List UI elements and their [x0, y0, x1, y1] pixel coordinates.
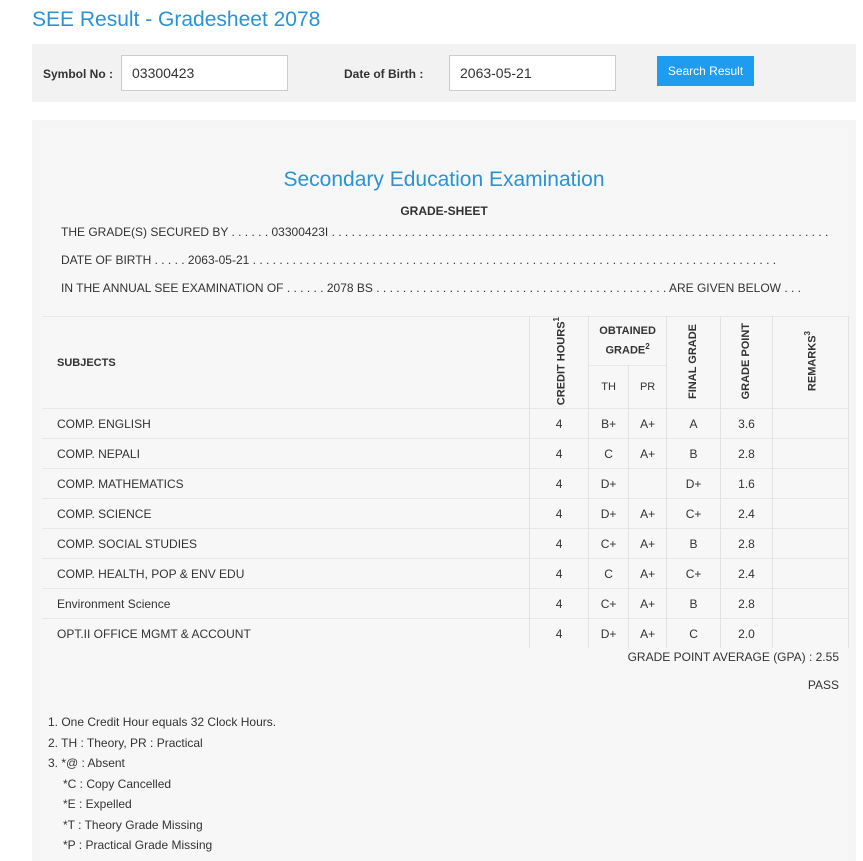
table-row [42, 469, 849, 499]
subject-cell: OPT.II OFFICE MGMT & ACCOUNT [42, 619, 530, 649]
remarks-cell [773, 529, 849, 559]
credit-cell: 4 [530, 499, 589, 529]
final-grade-cell: C+ [667, 559, 721, 589]
grade-point-cell: 2.8 [721, 529, 773, 559]
gpa-text: GRADE POINT AVERAGE (GPA) : 2.55 [627, 650, 839, 664]
subject-cell: Environment Science [42, 589, 530, 619]
subject-cell: COMP. SOCIAL STUDIES [42, 529, 530, 559]
symbol-input[interactable] [121, 55, 288, 91]
subjects-header: SUBJECTS [42, 317, 530, 409]
pr-grade-cell: A+ [629, 409, 667, 439]
th-grade-cell: C [589, 559, 629, 589]
grade-point-cell: 2.4 [721, 499, 773, 529]
secured-by-dots: . . . . . . . . . . . . . . . . . . . . . . . . . . . . . . . . . . . . . . . . . . . . . . . . . . . . . . . . . . . . . . . . . . . . . . . . . . . [331, 225, 829, 239]
subject-cell: COMP. NEPALI [42, 439, 530, 469]
credit-cell: 4 [530, 589, 589, 619]
th-grade-cell: D+ [589, 619, 629, 649]
subject-cell: COMP. SCIENCE [42, 499, 530, 529]
th-grade-cell: C [589, 439, 629, 469]
final-grade-cell: C [667, 619, 721, 649]
dob-line-label: DATE OF BIRTH . . . . . [61, 253, 185, 267]
th-grade-cell: C+ [589, 529, 629, 559]
subject-cell: COMP. MATHEMATICS [42, 469, 530, 499]
remarks-header: REMARKS$^3$ [773, 317, 849, 409]
pr-grade-cell: A+ [629, 589, 667, 619]
subject-cell: COMP. HEALTH, POP & ENV EDU [42, 559, 530, 589]
footnote: *T : Theory Grade Missing [63, 817, 203, 832]
th-grade-cell: D+ [589, 469, 629, 499]
table-row [42, 409, 849, 439]
obtained-grade-header: OBTAINED GRADE$^2$ [589, 317, 667, 366]
th-grade-cell: C+ [589, 589, 629, 619]
exam-line-value: 2078 BS [326, 281, 373, 295]
credit-cell: 4 [530, 619, 589, 649]
final-grade-cell: C+ [667, 499, 721, 529]
secured-by-value: 03300423I [271, 225, 329, 239]
page-title: SEE Result - Gradesheet 2078 [32, 8, 321, 31]
pr-grade-cell [629, 469, 667, 499]
credit-cell: 4 [530, 439, 589, 469]
search-result-button[interactable]: Search Result [657, 56, 754, 86]
dob-input[interactable] [449, 55, 616, 91]
pr-grade-cell: A+ [629, 439, 667, 469]
exam-title: Secondary Education Examination [283, 168, 605, 191]
gradesheet-panel [32, 120, 856, 861]
pr-header: PR [629, 365, 667, 408]
footnote: *E : Expelled [63, 797, 132, 811]
remarks-cell [773, 409, 849, 439]
grade-point-cell: 2.4 [721, 559, 773, 589]
exam-line-dots: . . . . . . . . . . . . . . . . . . . . . . . . . . . . . . . . . . . . . . . . . . . . [376, 281, 667, 295]
exam-line-label: IN THE ANNUAL SEE EXAMINATION OF . . . . . . [61, 281, 324, 295]
table-row [42, 589, 849, 619]
pr-grade-cell: A+ [629, 559, 667, 589]
credit-cell: 4 [530, 529, 589, 559]
table-row [42, 559, 849, 589]
secured-by-line [61, 225, 828, 239]
footnote: *P : Practical Grade Missing [63, 838, 213, 852]
credit-cell: 4 [530, 469, 589, 499]
exam-line-suffix: ARE GIVEN BELOW . . . [668, 281, 801, 295]
dob-line [61, 253, 776, 267]
dob-line-dots: . . . . . . . . . . . . . . . . . . . . . . . . . . . . . . . . . . . . . . . . . . . . . . . . . . . . . . . . . . . . . . . . . . . . . . . . . . . . . . . [252, 253, 777, 267]
table-row [42, 439, 849, 469]
footnote: 3. *@ : Absent [48, 756, 125, 770]
remarks-cell [773, 499, 849, 529]
final-grade-cell: D+ [667, 469, 721, 499]
subject-cell: COMP. ENGLISH [42, 409, 530, 439]
final-grade-header: FINAL GRADE [667, 317, 721, 409]
table-row [42, 499, 849, 529]
remarks-cell [773, 589, 849, 619]
pr-grade-cell: A+ [629, 529, 667, 559]
grade-point-cell: 1.6 [721, 469, 773, 499]
credit-hours-header: CREDIT HOURS$^1$ [530, 317, 589, 409]
remarks-cell [773, 439, 849, 469]
footnote: *C : Copy Cancelled [63, 776, 172, 791]
pr-grade-cell: A+ [629, 499, 667, 529]
remarks-cell [773, 619, 849, 649]
final-grade-cell: B [667, 589, 721, 619]
result-status: PASS [807, 678, 839, 692]
footnote: 2. TH : Theory, PR : Practical [48, 735, 203, 750]
final-grade-cell: B [667, 529, 721, 559]
table-row [42, 619, 849, 649]
th-header: TH [589, 365, 629, 408]
grade-point-cell: 2.8 [721, 439, 773, 469]
gradesheet-heading: GRADE-SHEET [400, 204, 488, 218]
credit-cell: 4 [530, 409, 589, 439]
search-form [32, 44, 856, 102]
grade-point-cell: 2.8 [721, 589, 773, 619]
footnote: 1. One Credit Hour equals 32 Clock Hours. [48, 715, 277, 729]
secured-by-label: THE GRADE(S) SECURED BY . . . . . . [61, 225, 269, 239]
grade-point-cell: 2.0 [721, 619, 773, 649]
remarks-cell [773, 559, 849, 589]
exam-line [61, 281, 801, 295]
grade-point-cell: 3.6 [721, 409, 773, 439]
footnotes [48, 712, 276, 856]
final-grade-cell: B [667, 439, 721, 469]
th-grade-cell: B+ [589, 409, 629, 439]
th-grade-cell: D+ [589, 499, 629, 529]
credit-cell: 4 [530, 559, 589, 589]
grades-table [42, 316, 849, 648]
table-row [42, 529, 849, 559]
final-grade-cell: A [667, 409, 721, 439]
pr-grade-cell: A+ [629, 619, 667, 649]
dob-label: Date of Birth : [344, 67, 424, 81]
dob-line-value: 2063-05-21 [187, 253, 250, 267]
grade-point-header: GRADE POINT [721, 317, 773, 409]
remarks-cell [773, 469, 849, 499]
symbol-label: Symbol No : [43, 67, 114, 81]
gradesheet [40, 128, 848, 861]
